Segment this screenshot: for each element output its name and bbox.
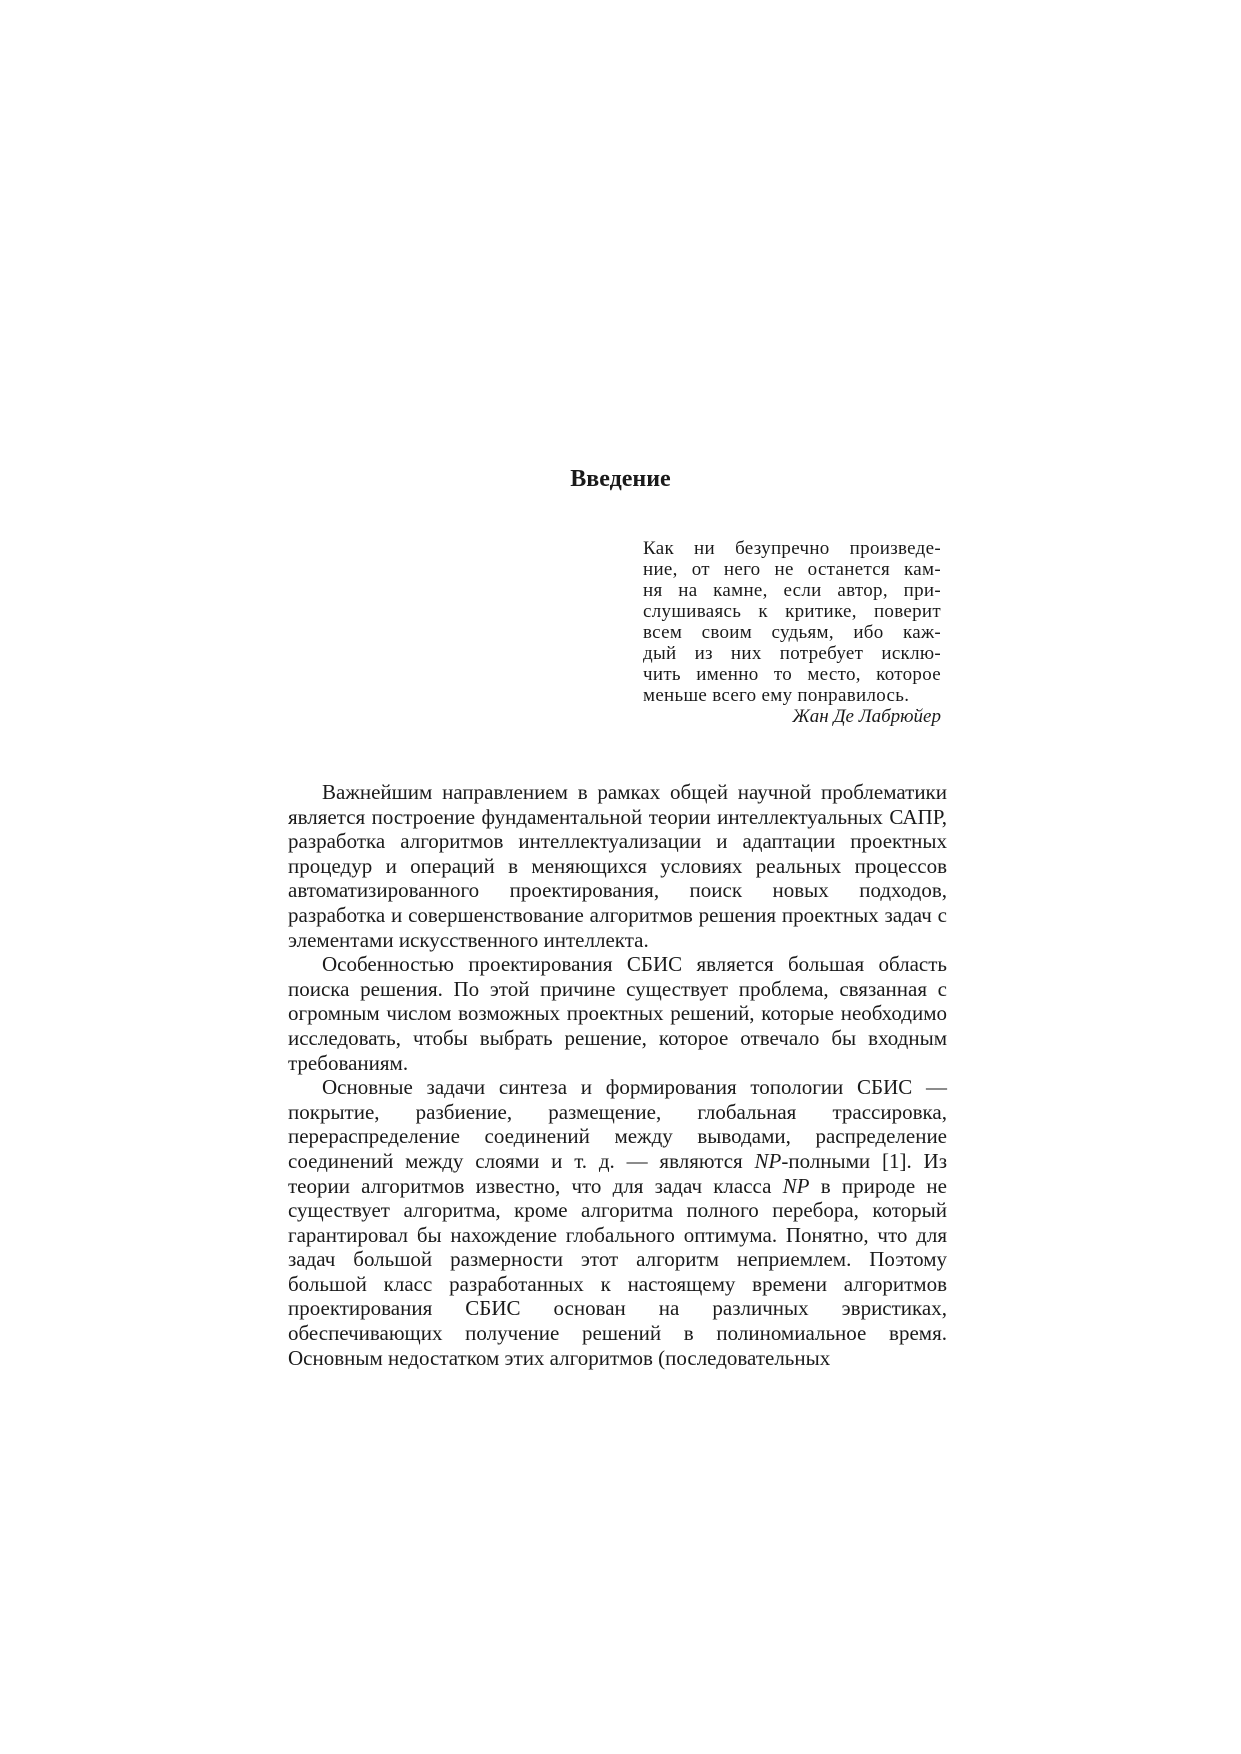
epigraph-line: ние, от него не останется кам- (643, 559, 941, 580)
math-np: NP (754, 1148, 782, 1173)
paragraph: Важнейшим направлением в рамках общей научной проблематики является построение фундаментальной теории интеллектуальных САПР, разработка алгоритмов интеллектуализации и адаптации проектных процедур и операций в меняющихся условиях реальных процессов автоматизированного проектирования, поиск новых подходов, разработка и совершенствование алгоритмов решения проектных задач с элементами искусственного интеллекта. (288, 780, 947, 952)
epigraph-line: дый из них потребует исклю- (643, 643, 941, 664)
epigraph-quote (643, 538, 941, 706)
epigraph-line: чить именно то место, которое (643, 664, 941, 685)
epigraph-line: ня на камне, если автор, при- (643, 580, 941, 601)
math-np: NP (782, 1173, 810, 1198)
epigraph-line: Как ни безупречно произведе- (643, 538, 941, 559)
paragraph (288, 1075, 947, 1370)
paragraph-text: Основные задачи синтеза и формирования топологии СБИС — покрытие, разбиение, размещение, глобальная трассировка, перераспределение соединений между выводами, распределение соединений между слоями и т. д. — являются (288, 1075, 947, 1173)
paragraph-text: -полными [1]. Из теории алгоритмов известно, что для задач класса (288, 1148, 947, 1198)
body-text (288, 780, 947, 1370)
epigraph-line: слушиваясь к критике, поверит (643, 601, 941, 622)
epigraph (643, 538, 941, 727)
paragraph-text: в природе не существует алгоритма, кроме алгоритма полного перебора, который гарантировал бы нахождение глобального оптимума. Понятно, что для задач большой размерности этот алгоритм неприемлем. Поэтому большой класс разработанных к настоящему времени алгоритмов проектирования СБИС основан на различных эвристиках, обеспечивающих получение решений в полиномиальное время. Основным недостатком этих алгоритмов (последовательных (288, 1173, 947, 1370)
page-title: Введение (570, 466, 671, 492)
paragraph: Особенностью проектирования СБИС является большая область поиска решения. По этой причине существует проблема, связанная с огромным числом возможных проектных решений, которые необходимо исследовать, чтобы выбрать решение, которое отвечало бы входным требованиям. (288, 952, 947, 1075)
epigraph-line: меньше всего ему понравилось. (643, 685, 910, 706)
epigraph-author: Жан Де Лабрюйер (792, 706, 941, 727)
epigraph-line: всем своим судьям, ибо каж- (643, 622, 941, 643)
